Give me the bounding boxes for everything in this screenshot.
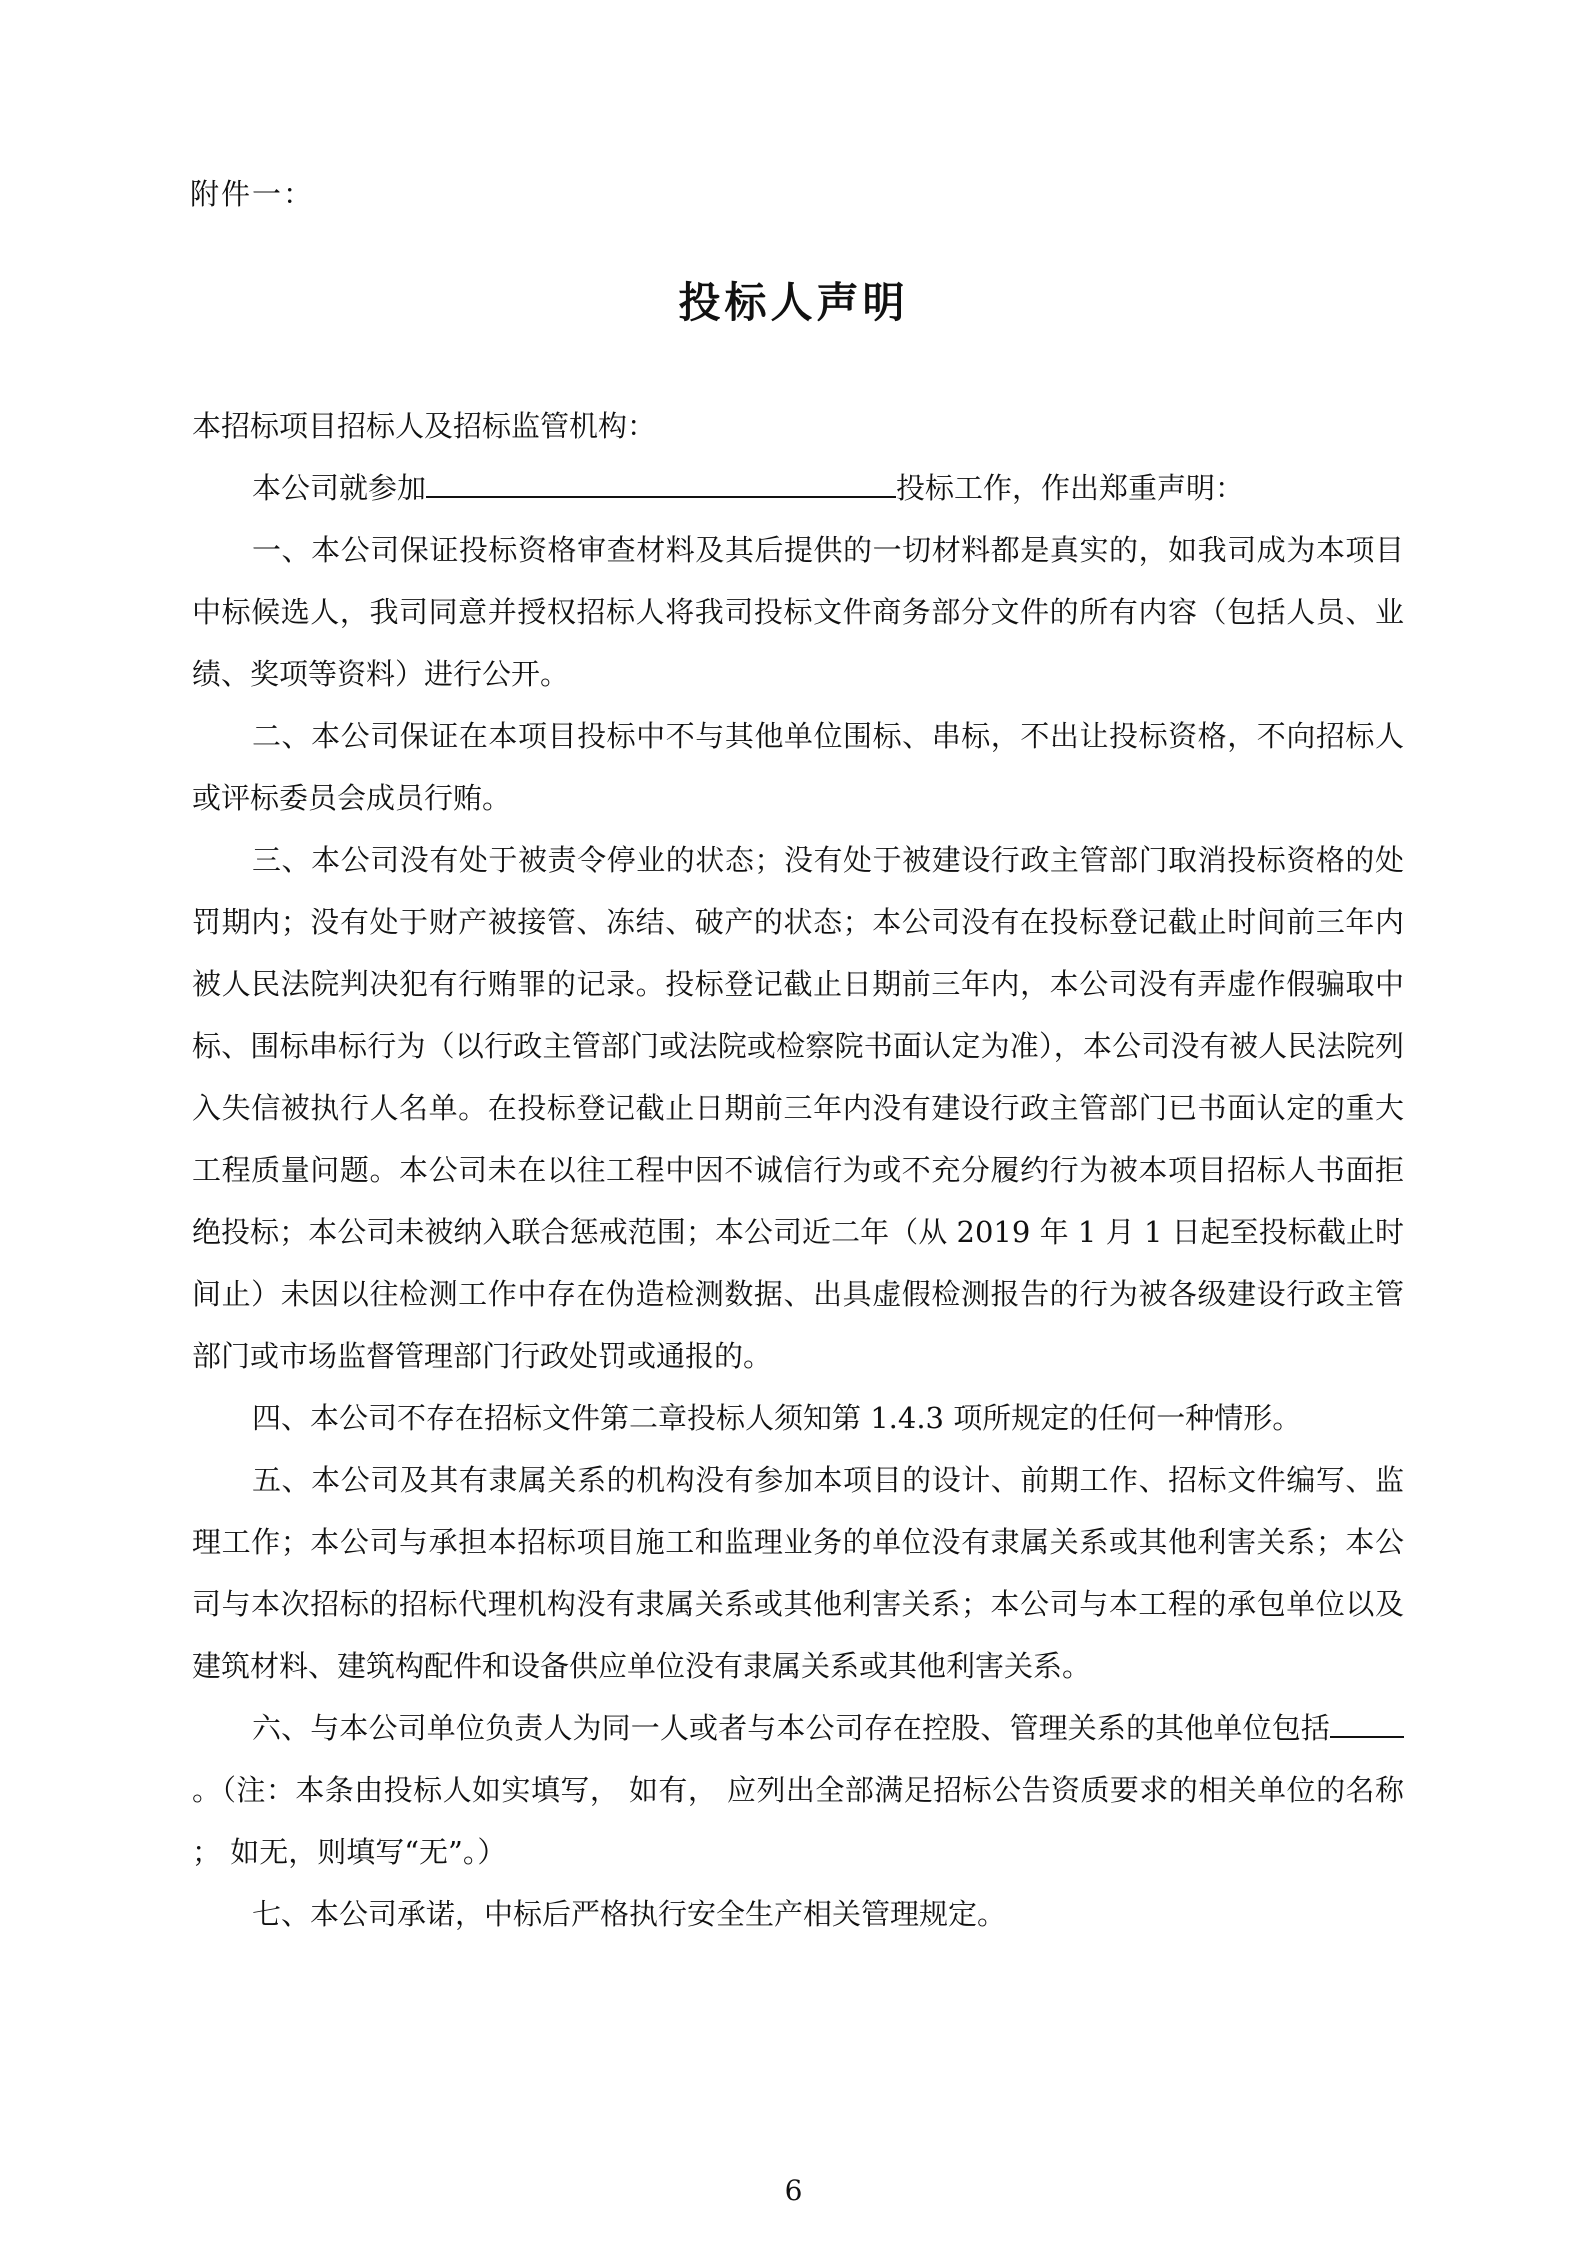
project-name-blank[interactable] (426, 466, 896, 498)
attachment-label: 附件一： (190, 177, 315, 211)
intro-paragraph (192, 457, 1404, 519)
clause-6-text-after: 。（注：本条由投标人如实填写， 如有， 应列出全部满足招标公告资质要求的相关单位的名称 ； 如无，则填写“无”。） (192, 1773, 1404, 1869)
page-title: 投标人声明 (678, 278, 909, 327)
clause-2: 二、本公司保证在本项目投标中不与其他单位围标、串标，不出让投标资格，不向招标人或评标委员会成员行贿。 (192, 719, 1404, 815)
declaration-body (192, 395, 1404, 1945)
related-units-blank[interactable] (1330, 1706, 1404, 1738)
salutation: 本招标项目招标人及招标监管机构： (192, 409, 657, 443)
page-number: 6 (784, 2174, 803, 2207)
clause-7: 七、本公司承诺，中标后严格执行安全生产相关管理规定。 (252, 1897, 1007, 1931)
clause-3: 三、本公司没有处于被责令停业的状态；没有处于被建设行政主管部门取消投标资格的处罚期内；没有处于财产被接管、冻结、破产的状态；本公司没有在投标登记截止时间前三年内被人民法院判决犯有行贿罪的记录。投标登记截止日期前三年内，本公司没有弄虚作假骗取中标、围标串标行为（以行政主管部门或法院或检察院书面认定为准），本公司没有被人民法院列入失信被执行人名单。在投标登记截止日期前三年内没有建设行政主管部门已书面认定的重大工程质量问题。本公司未在以往工程中因不诚信行为或不充分履约行为被本项目招标人书面拒绝投标；本公司未被纳入联合惩戒范围；本公司近二年（从 2019 年 1 月 1 日起至投标截止时间止）未因以往检测工作中存在伪造检测数据、出具虚假检测报告的行为被各级建设行政主管部门或市场监督管理部门行政处罚或通报的。 (192, 843, 1404, 1373)
clause-4: 四、本公司不存在招标文件第二章投标人须知第 1.4.3 项所规定的任何一种情形。 (252, 1401, 1302, 1435)
clause-5: 五、本公司及其有隶属关系的机构没有参加本项目的设计、前期工作、招标文件编写、监理工作；本公司与承担本招标项目施工和监理业务的单位没有隶属关系或其他利害关系；本公司与本次招标的招标代理机构没有隶属关系或其他利害关系；本公司与本工程的承包单位以及建筑材料、建筑构配件和设备供应单位没有隶属关系或其他利害关系。 (192, 1463, 1404, 1683)
intro-text-before: 本公司就参加 (252, 471, 427, 505)
clause-1: 一、本公司保证投标资格审查材料及其后提供的一切材料都是真实的，如我司成为本项目中标候选人，我司同意并授权招标人将我司投标文件商务部分文件的所有内容（包括人员、业绩、奖项等资料）进行公开。 (192, 533, 1404, 691)
clause-6 (192, 1697, 1404, 1883)
clause-6-text-before: 六、与本公司单位负责人为同一人或者与本公司存在控股、管理关系的其他单位包括 (252, 1711, 1330, 1745)
intro-text-after: 投标工作，作出郑重声明： (896, 471, 1245, 505)
